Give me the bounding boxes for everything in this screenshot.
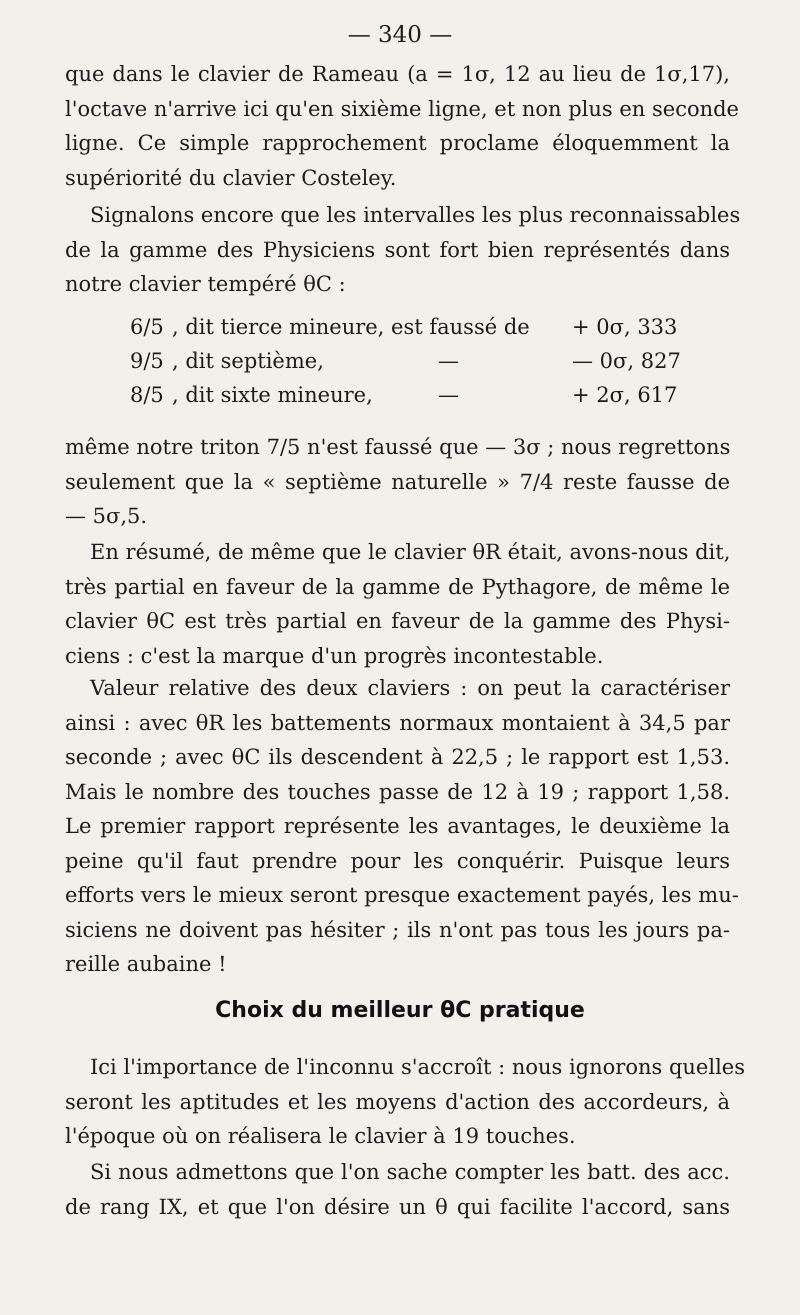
text-line: seulement que la « septième naturelle » 7/4 reste fausse de [65,469,730,494]
interval-row [130,349,681,383]
interval-ratio: 9/5 [130,349,164,373]
interval-value: — 0σ, 827 [572,349,681,373]
paragraph-7 [65,1155,730,1224]
text-line: l'octave n'arrive ici qu'en sixième ligne, et non plus en seconde [65,96,739,121]
text-line: ligne. Ce simple rapprochement proclame éloquemment la [65,131,730,155]
text-line: seront les aptitudes et les moyens d'action des accordeurs, à [65,1089,730,1114]
text-line: supériorité du clavier Costeley. [65,165,397,190]
text-line: très partial en faveur de la gamme de Pythagore, de même le [65,574,730,599]
text-line: que dans le clavier de Rameau (a = 1σ, 12 au lieu de 1σ,17), [65,62,730,86]
interval-value: + 0σ, 333 [572,315,678,339]
paragraph-2 [65,198,741,302]
text-line: peine qu'il faut prendre pour les conquérir. Puisque leurs [65,848,730,873]
text-line: — 5σ,5. [65,504,148,528]
text-line: Signalons encore que les intervalles les plus reconnaissables [90,203,741,227]
interval-row [130,315,678,349]
text-line: Ici l'importance de l'inconnu s'accroît : nous ignorons quelles [90,1055,745,1079]
interval-ratio: 8/5 [130,383,164,407]
text-line: même notre triton 7/5 n'est faussé que — 3σ ; nous regrettons [65,435,731,459]
text-line: l'époque où on réalisera le clavier à 19 touches. [65,1124,576,1148]
ditto-dash: — [438,349,459,373]
text-line: Le premier rapport représente les avantages, le deuxième la [65,814,730,838]
paragraph-1 [65,57,739,195]
text-line: ciens : c'est la marque d'un progrès incontestable. [65,643,604,668]
text-line: notre clavier tempéré θC : [65,272,346,296]
text-line: efforts vers le mieux seront presque exactement payés, les mu- [65,883,739,907]
text-line: ainsi : avec θR les battements normaux montaient à 34,5 par [65,710,730,735]
paragraph-6 [65,1050,745,1154]
paragraph-3 [65,430,730,534]
text-line: de rang IX, et que l'on désire un θ qui facilite l'accord, sans [65,1194,730,1219]
interval-name: , dit tierce mineure, est faussé de [172,315,530,339]
interval-name: , dit septième, [172,349,324,373]
text-line: siciens ne doivent pas hésiter ; ils n'ont pas tous les jours pa- [65,917,730,942]
text-line: clavier θC est très partial en faveur de la gamme des Physi- [65,609,730,633]
text-line: Si nous admettons que l'on sache compter les batt. des acc. [90,1160,730,1184]
text-line: En résumé, de même que le clavier θR était, avons-nous dit, [90,540,731,564]
interval-row [130,383,678,417]
paragraph-5 [65,671,739,982]
text-line: Mais le nombre des touches passe de 12 à 19 ; rapport 1,58. [65,779,730,804]
text-line: de la gamme des Physiciens sont fort bien représentés dans [65,237,730,262]
page-number: — 340 — [347,22,453,48]
paragraph-4 [65,535,730,673]
interval-value: + 2σ, 617 [572,383,678,407]
interval-name: , dit sixte mineure, [172,383,373,407]
text-line: reille aubaine ! [65,952,227,976]
text-line: seconde ; avec θC ils descendent à 22,5 ; le rapport est 1,53. [65,745,730,769]
interval-ratio: 6/5 [130,315,164,339]
interval-table [130,315,681,417]
section-heading: Choix du meilleur θC pratique [215,998,585,1023]
ditto-dash: — [438,383,459,407]
text-line: Valeur relative des deux claviers : on peut la caractériser [90,676,730,700]
